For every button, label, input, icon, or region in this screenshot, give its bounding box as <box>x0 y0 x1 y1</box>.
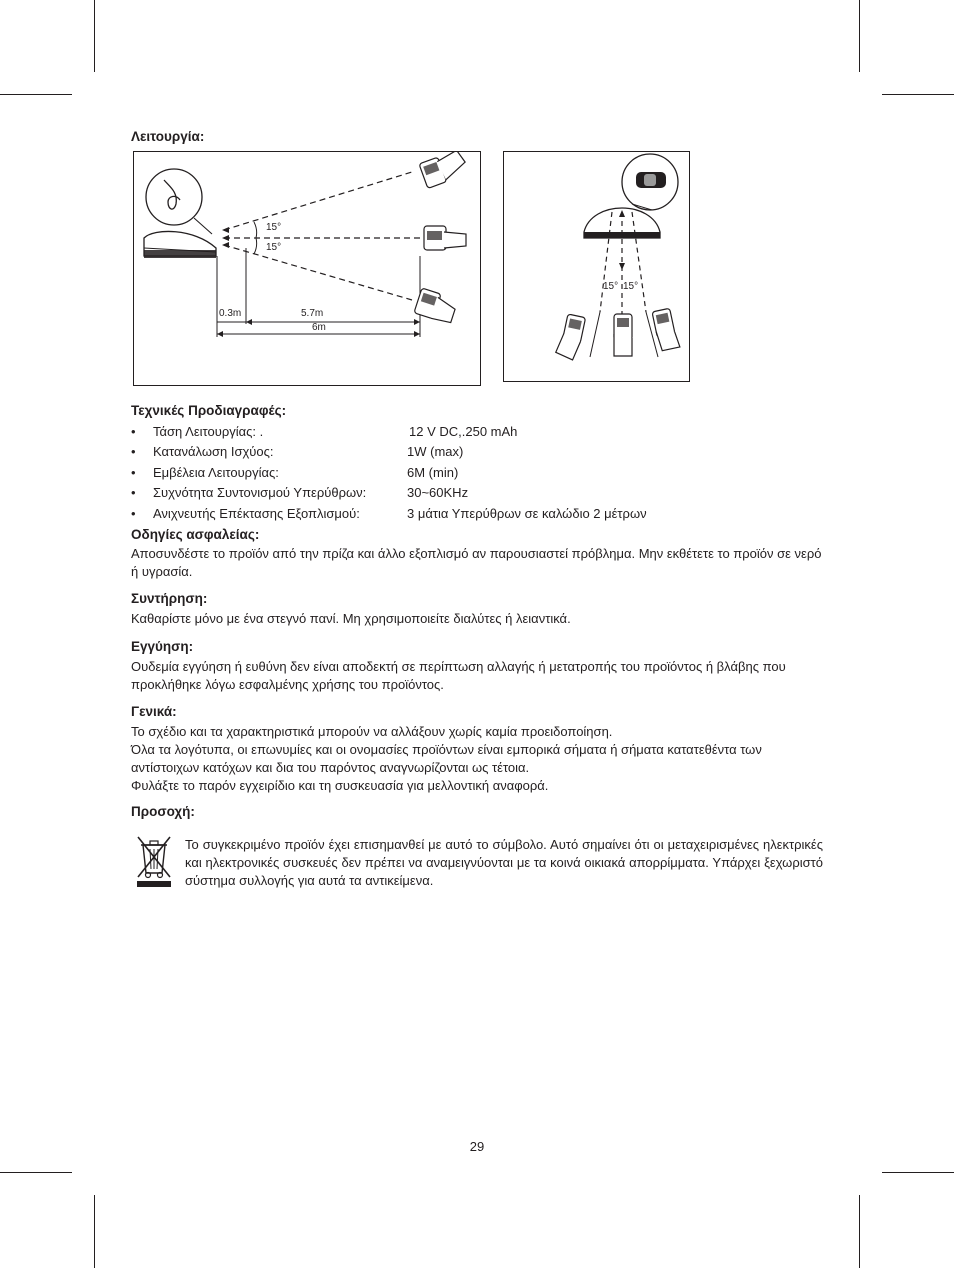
spec-value: 30~60KHz <box>407 485 469 500</box>
page-number: 29 <box>469 1139 485 1154</box>
angle-bottom-label: 15° <box>266 242 282 253</box>
warranty-text: Ουδεμία εγγύηση ή ευθύνη δεν είναι αποδεκτή σε περίπτωση αλλαγής ή μετατροπής του προϊόντος ή βλάβης που προκλήθηκε λόγω εσφαλμένης χρήσης του προϊόντος. <box>131 659 786 692</box>
angle-right-label: 15° <box>623 281 639 292</box>
spec-value: 6M (min) <box>407 465 459 480</box>
maintenance-text: Καθαρίστε μόνο με ένα στεγνό πανί. Μη χρησιμοποιείτε διαλύτες ή λειαντικά. <box>131 611 571 626</box>
spec-label: Τάση Λειτουργίας: . <box>153 424 264 439</box>
caution-heading: Προσοχή: <box>131 804 195 819</box>
distance-far-label: 5.7m <box>301 308 324 319</box>
angle-left-label: 15° <box>603 281 619 292</box>
general-text-1: Το σχέδιο και τα χαρακτηριστικά μπορούν να αλλάξουν χωρίς καμία προειδοποίηση. <box>131 724 613 739</box>
warranty-heading: Εγγύηση: <box>131 639 194 654</box>
specs-heading: Τεχνικές Προδιαγραφές: <box>131 403 287 418</box>
crop-mark <box>882 94 954 95</box>
crop-mark <box>859 0 860 72</box>
general-heading: Γενικά: <box>131 704 177 719</box>
cable-plug-icon <box>164 180 180 209</box>
spec-label: Συχνότητα Συντονισμού Υπερύθρων: <box>153 485 367 500</box>
caution-text: Το συγκεκριμένο προϊόν έχει επισημανθεί με αυτό το σύμβολο. Αυτό σημαίνει ότι οι μεταχειρισμένες ηλεκτρικές και ηλεκτρονικές συσκευές δεν πρέπει να αναμειγνύονται με τα κοινά οικιακά απορρίμματα. Υπάρχει ξεχωριστό σύστημα συλλογής για αυτά τα αντικείμενα. <box>185 837 823 888</box>
spec-label: Ανιχνευτής Επέκτασης Εξοπλισμού: <box>153 506 360 521</box>
hand-remote-icon <box>555 313 586 361</box>
spec-label: Κατανάλωση Ισχύος: <box>153 444 274 459</box>
zoom-circle <box>146 169 202 225</box>
spec-value: 1W (max) <box>407 444 464 459</box>
hand-remote-icon <box>614 314 632 356</box>
crop-mark <box>94 1195 95 1268</box>
angle-top-label: 15° <box>266 222 282 233</box>
crop-mark <box>94 0 95 72</box>
bullet: • <box>131 444 136 459</box>
crop-mark <box>0 94 72 95</box>
operation-heading: Λειτουργία: <box>131 129 205 144</box>
hand-remote-icon <box>652 308 680 351</box>
bullet: • <box>131 506 136 521</box>
weee-crossed-bin-icon <box>133 833 175 894</box>
spec-row <box>131 485 831 505</box>
spec-row <box>131 465 831 485</box>
spec-row <box>131 444 831 464</box>
spec-value: 12 V DC,.250 mAh <box>409 424 518 439</box>
safety-text: Αποσυνδέστε το προϊόν από την πρίζα και άλλο εξοπλισμό αν παρουσιαστεί πρόβλημα. Μην εκθέτετε το προϊόν σε νερό ή υγρασία. <box>131 546 822 579</box>
spec-row <box>131 424 831 444</box>
eye-angle-diagram <box>503 151 690 382</box>
general-text-3: Φυλάξτε το παρόν εγχειρίδιο και τη συσκευασία για μελλοντική αναφορά. <box>131 778 549 793</box>
safety-heading: Οδηγίες ασφαλείας: <box>131 527 260 542</box>
eye-angle-diagram-svg <box>504 152 688 380</box>
hand-remote-icon <box>419 152 469 188</box>
hand-remote-icon <box>424 226 466 250</box>
bullet: • <box>131 465 136 480</box>
crop-mark <box>0 1172 72 1173</box>
distance-near-label: 0.3m <box>219 308 242 319</box>
spec-value: 3 μάτια Υπερύθρων σε καλώδιο 2 μέτρων <box>407 506 647 521</box>
spec-row <box>131 506 831 526</box>
general-text-2: Όλα τα λογότυπα, οι επωνυμίες και οι ονομασίες προϊόντων είναι εμπορικά σήματα ή σήματα κατατεθέντα των αντίστοιχων κατόχων και δια του παρόντος αναγνωρίζονται ως τέτοια. <box>131 742 762 775</box>
range-diagram <box>133 151 481 386</box>
hand-remote-icon <box>414 288 458 324</box>
spec-label: Εμβέλεια Λειτουργίας: <box>153 465 279 480</box>
bullet: • <box>131 424 136 439</box>
bullet: • <box>131 485 136 500</box>
distance-total-label: 6m <box>312 322 326 333</box>
crop-mark <box>882 1172 954 1173</box>
crop-mark <box>859 1195 860 1268</box>
range-diagram-svg <box>134 152 479 384</box>
maintenance-heading: Συντήρηση: <box>131 591 208 606</box>
